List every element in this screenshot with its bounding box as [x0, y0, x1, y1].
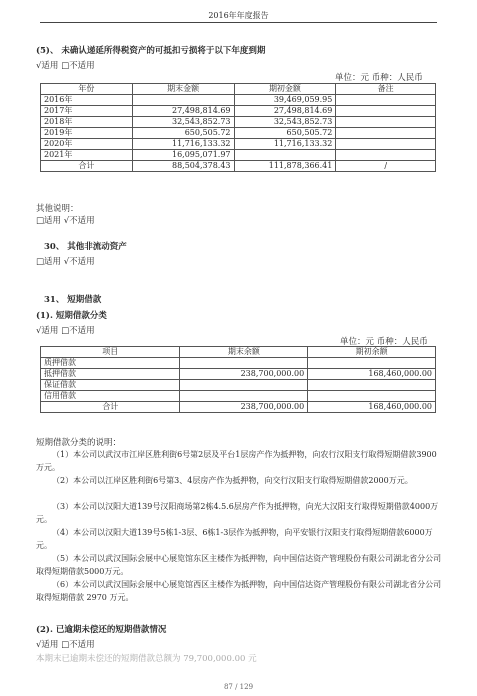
table-row	[41, 150, 436, 161]
col-header: 备注	[336, 84, 436, 95]
table-row	[41, 139, 436, 150]
table-row	[41, 95, 436, 106]
note-cell	[336, 95, 436, 106]
loan-note-6: （6）本公司以武汉国际会展中心展览馆西区主楼作为抵押物，向中国信达资产管理股份有限公司湖北省分公司取得短期借款 2970 万元。	[36, 580, 442, 602]
col-header: 期末金额	[132, 84, 234, 95]
begin-amount-cell: 32,543,852.73	[234, 117, 336, 128]
year-cell: 2019年	[41, 128, 133, 139]
total-row	[41, 161, 436, 172]
section-5-unit: 单位：元 币种：人民币	[335, 73, 423, 83]
loan-note-3: （3）本公司以汉阳大道139号汉阳商场第2栋4.5.6层房产作为抵押物，向光大汉阳支行取得短期借款4000万元。	[36, 502, 439, 524]
loan-note-5: （5）本公司以武汉国际会展中心展览馆东区主楼作为抵押物，向中国信达资产管理股份有限公司湖北省分公司取得短期借款5000万元。	[36, 554, 442, 576]
overdue-loans-title: (2). 已逾期未偿还的短期借款情况	[36, 625, 167, 635]
end-amount-cell: 238,700,000.00	[180, 369, 308, 380]
item-cell: 保证借款	[41, 380, 180, 391]
overdue-loans-applicability: √适用 □不适用	[36, 640, 95, 650]
begin-amount-cell	[308, 358, 436, 369]
year-cell: 2017年	[41, 106, 133, 117]
year-cell: 2021年	[41, 150, 133, 161]
loss-expiry-table	[40, 83, 436, 172]
begin-amount-cell: 650,505.72	[234, 128, 336, 139]
table-row	[41, 358, 436, 369]
begin-amount-cell: 168,460,000.00	[308, 369, 436, 380]
overdue-loans-text: 本期末已逾期未偿还的短期借款总额为 79,700,000.00 元	[36, 654, 257, 664]
col-header: 期末余额	[180, 347, 308, 358]
section-30-applicability: □适用 √不适用	[36, 257, 95, 267]
note-cell	[336, 106, 436, 117]
loan-note-2: （2）本公司以江岸区胜利街6号第3、4层房产作为抵押物，向交行汉阳支行取得短期借款2000万元。	[52, 476, 413, 485]
section-5-title: (5)、 未确认递延所得税资产的可抵扣亏损将于以下年度到期	[36, 46, 266, 56]
col-header: 期初金额	[234, 84, 336, 95]
item-cell: 质押借款	[41, 358, 180, 369]
end-amount-cell	[132, 95, 234, 106]
section-31-title: 31、 短期借款	[44, 295, 102, 305]
end-amount-cell: 16,095,071.97	[132, 150, 234, 161]
table-header-row	[41, 84, 436, 95]
short-term-loans-table	[40, 346, 436, 413]
col-header: 期初余额	[308, 347, 436, 358]
total-note: /	[336, 161, 436, 172]
loan-notes-title: 短期借款分类的说明：	[36, 438, 122, 448]
begin-amount-cell: 11,716,133.32	[234, 139, 336, 150]
end-amount-cell	[180, 380, 308, 391]
total-end: 238,700,000.00	[180, 402, 308, 413]
total-begin: 168,460,000.00	[308, 402, 436, 413]
total-label: 合计	[41, 402, 180, 413]
end-amount-cell: 32,543,852.73	[132, 117, 234, 128]
end-amount-cell: 27,498,814.69	[132, 106, 234, 117]
year-cell: 2016年	[41, 95, 133, 106]
col-header: 项目	[41, 347, 180, 358]
note-cell	[336, 117, 436, 128]
header-rule	[40, 22, 437, 23]
end-amount-cell	[180, 391, 308, 402]
section-31-applicability: √适用 □不适用	[36, 326, 95, 336]
total-row	[41, 402, 436, 413]
table-row	[41, 128, 436, 139]
note-cell	[336, 139, 436, 150]
total-end: 88,504,378.43	[132, 161, 234, 172]
table-row	[41, 380, 436, 391]
begin-amount-cell	[308, 380, 436, 391]
section-5-applicability: √适用 □不适用	[36, 61, 95, 71]
begin-amount-cell: 39,469,059.95	[234, 95, 336, 106]
end-amount-cell	[180, 358, 308, 369]
other-notes-applicability: □适用 √不适用	[36, 216, 95, 226]
note-cell	[336, 128, 436, 139]
page-header: 2016年年度报告	[208, 11, 269, 20]
year-cell: 2018年	[41, 117, 133, 128]
table-row	[41, 106, 436, 117]
item-cell: 抵押借款	[41, 369, 180, 380]
begin-amount-cell	[308, 391, 436, 402]
item-cell: 信用借款	[41, 391, 180, 402]
begin-amount-cell: 27,498,814.69	[234, 106, 336, 117]
table-header-row	[41, 347, 436, 358]
total-label: 合计	[41, 161, 133, 172]
begin-amount-cell	[234, 150, 336, 161]
section-31-unit: 单位：元 币种：人民币	[340, 337, 428, 347]
table-row	[41, 117, 436, 128]
note-cell	[336, 150, 436, 161]
end-amount-cell: 11,716,133.32	[132, 139, 234, 150]
other-notes-label: 其他说明：	[36, 204, 79, 214]
col-header: 年份	[41, 84, 133, 95]
section-31-subtitle: (1). 短期借款分类	[36, 311, 107, 321]
total-begin: 111,878,366.41	[234, 161, 336, 172]
loan-note-4: （4）本公司以汉阳大道139号5栋1-3层、6栋1-3层作为抵押物，向平安银行汉阳支行取得短期借款6000万元。	[36, 528, 433, 550]
table-row	[41, 369, 436, 380]
page-number: 87 / 129	[223, 683, 254, 691]
section-30-title: 30、 其他非流动资产	[44, 242, 127, 252]
end-amount-cell: 650,505.72	[132, 128, 234, 139]
year-cell: 2020年	[41, 139, 133, 150]
loan-note-1: （1）本公司以武汉市江岸区胜利街6号第2层及平台1层房产作为抵押物，向农行汉阳支行取得短期借款3900万元。	[36, 450, 437, 472]
table-row	[41, 391, 436, 402]
